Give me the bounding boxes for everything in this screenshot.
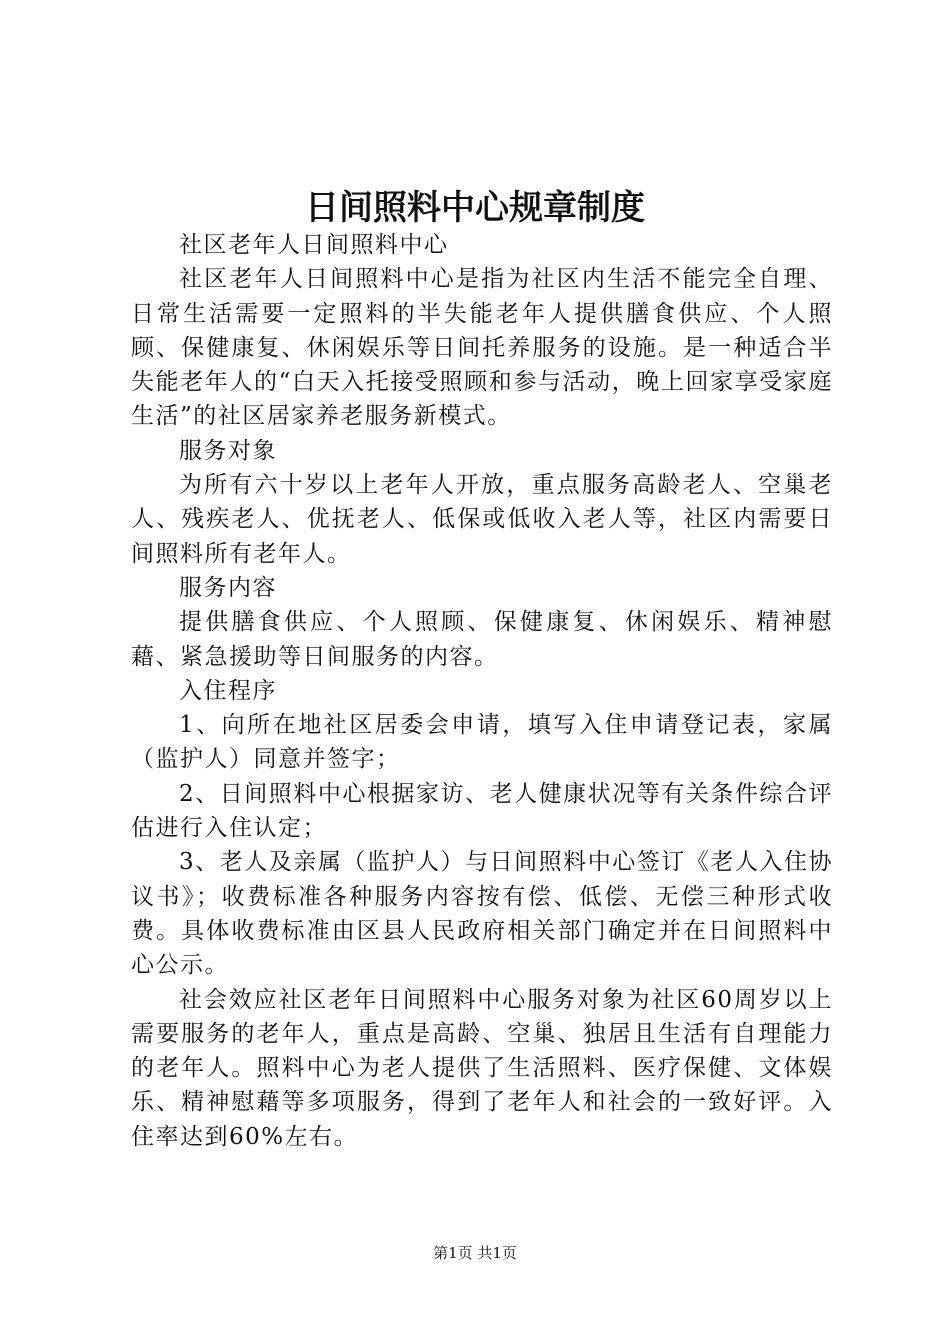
paragraph-admission-step-1: 1、向所在地社区居委会申请，填写入住申请登记表，家属（监护人）同意并签字；	[131, 712, 833, 773]
paragraph-intro-heading: 社区老年人日间照料中心	[179, 232, 449, 258]
paragraph-admission-heading: 入住程序	[179, 677, 277, 704]
paragraph-service-target-heading: 服务对象	[179, 437, 277, 464]
document-body	[131, 228, 833, 1154]
paragraph-service-content-heading: 服务内容	[179, 574, 277, 601]
document-title: 日间照料中心规章制度	[305, 188, 645, 228]
paragraph-service-target: 为所有六十岁以上老年人开放，重点服务高龄老人、空巢老人、残疾老人、优抚老人、低保或低收入老人等，社区内需要日间照料所有老年人。	[131, 472, 833, 567]
paragraph-intro: 社区老年人日间照料中心是指为社区内生活不能完全自理、日常生活需要一定照料的半失能老年人提供膳食供应、个人照顾、保健康复、休闲娱乐等日间托养服务的设施。是一种适合半失能老年人的“白天入托接受照顾和参与活动，晚上回家享受家庭生活”的社区居家养老服务新模式。	[131, 266, 833, 430]
page-number-footer: 第1页 共1页	[433, 1244, 517, 1262]
paragraph-social-effect: 社会效应社区老年日间照料中心服务对象为社区60周岁以上需要服务的老年人，重点是高龄、空巢、独居且生活有自理能力的老年人。照料中心为老人提供了生活照料、医疗保健、文体娱乐、精神慰藉等多项服务，得到了老年人和社会的一致好评。入住率达到60%左右。	[131, 986, 833, 1150]
paragraph-admission-step-3: 3、老人及亲属（监护人）与日间照料中心签订《老人入住协议书》；收费标准各种服务内容按有偿、低偿、无偿三种形式收费。具体收费标准由区县人民政府相关部门确定并在日间照料中心公示。	[131, 849, 833, 979]
paragraph-admission-step-2: 2、日间照料中心根据家访、老人健康状况等有关条件综合评估进行入住认定；	[131, 780, 833, 842]
paragraph-service-content: 提供膳食供应、个人照顾、保健康复、休闲娱乐、精神慰藉、紧急援助等日间服务的内容。	[131, 609, 833, 670]
